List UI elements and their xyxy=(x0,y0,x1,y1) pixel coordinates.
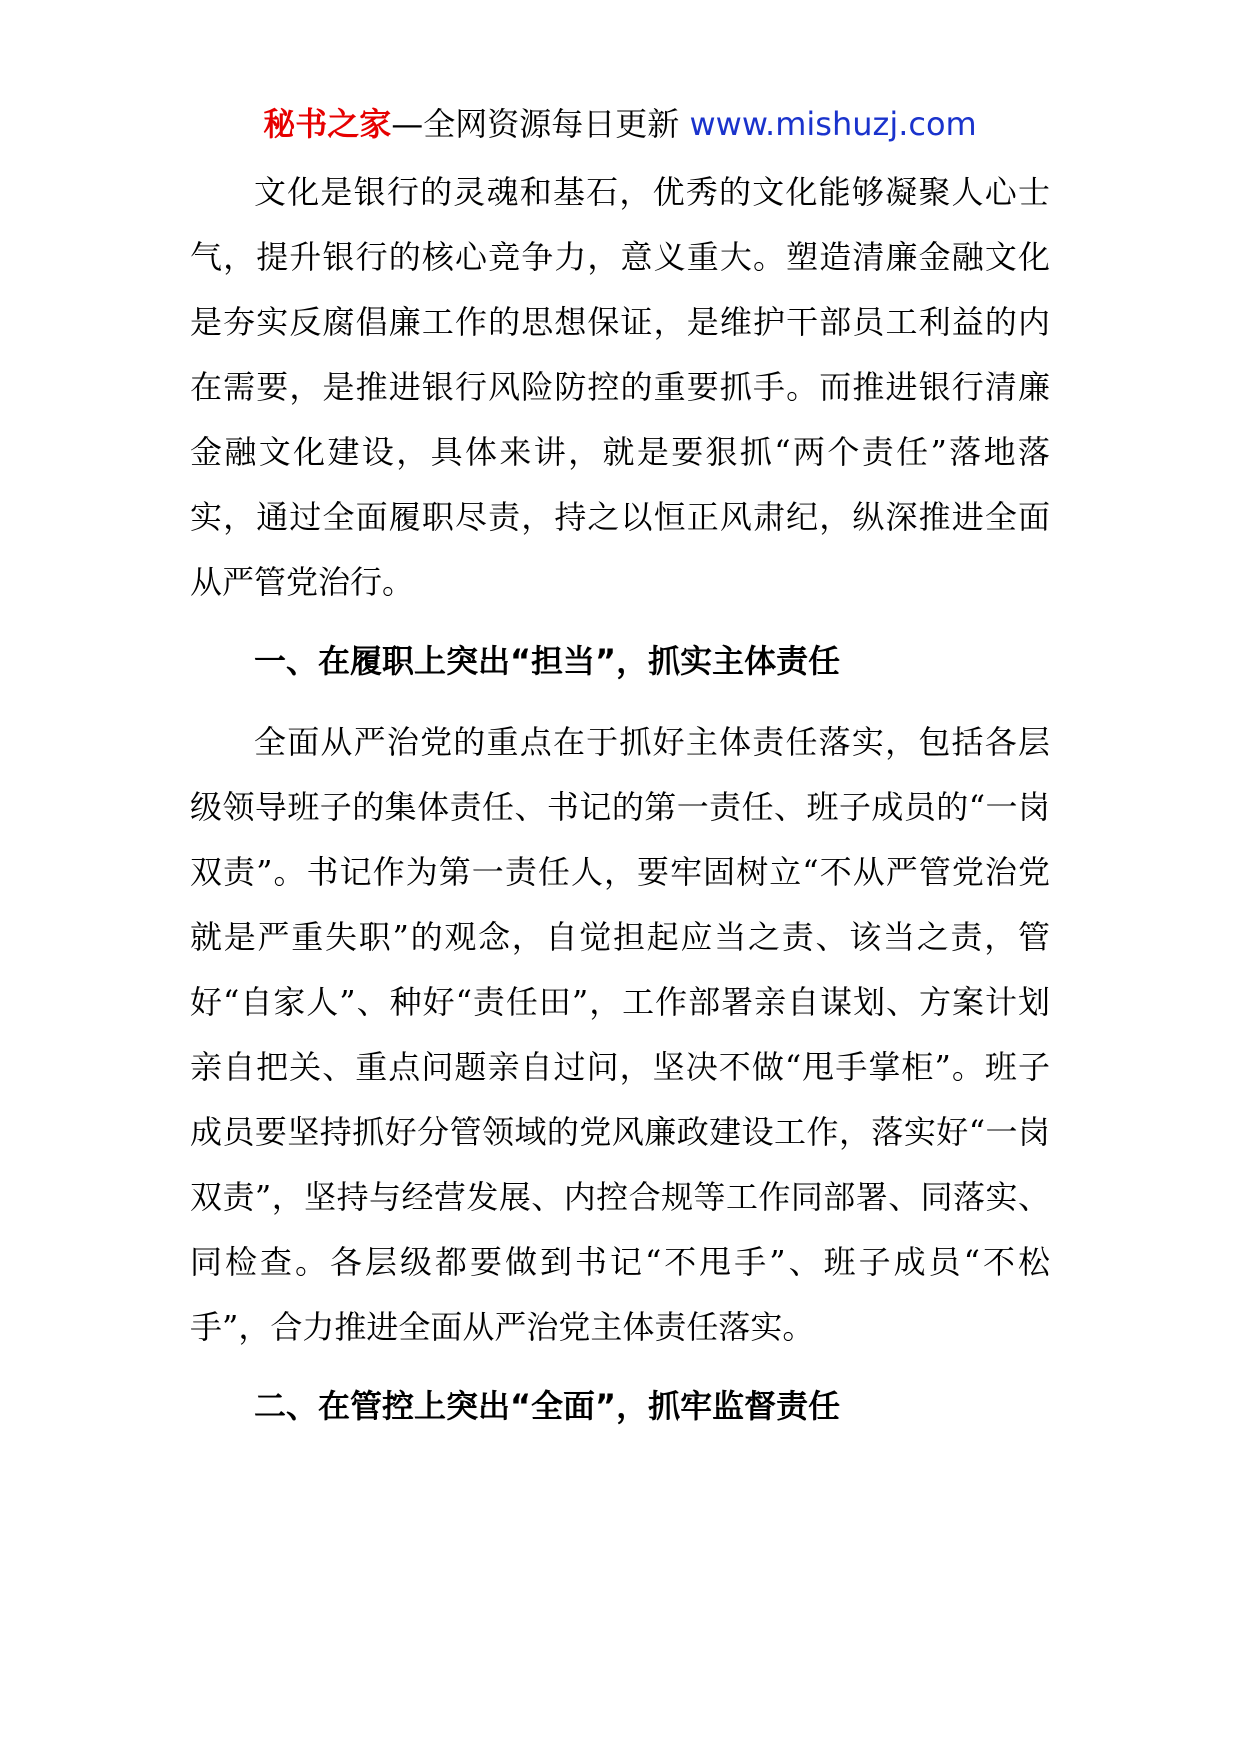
header-slogan: —全网资源每日更新 xyxy=(391,105,690,143)
section-heading-1: 一、在履职上突出“担当”，抓实主体责任 xyxy=(254,642,841,680)
site-header xyxy=(0,102,1240,146)
intro-paragraph: 文化是银行的灵魂和基石，优秀的文化能够凝聚人心士气，提升银行的核心竞争力，意义重大。塑造清廉金融文化是夯实反腐倡廉工作的思想保证，是维护干部员工利益的内在需要，是推进银行风险防控的重要抓手。而推进银行清廉金融文化建设，具体来讲，就是要狠抓“两个责任”落地落实，通过全面履职尽责，持之以恒正风肃纪，纵深推进全面从严管党治行。 xyxy=(190,173,1050,601)
brand-name: 秘书之家 xyxy=(263,105,392,143)
section-1-paragraph: 全面从严治党的重点在于抓好主体责任落实，包括各层级领导班子的集体责任、书记的第一责任、班子成员的“一岗双责”。书记作为第一责任人，要牢固树立“不从严管党治党就是严重失职”的观念，自觉担起应当之责、该当之责，管好“自家人”、种好“责任田”，工作部署亲自谋划、方案计划亲自把关、重点问题亲自过问，坚决不做“甩手掌柜”。班子成员要坚持抓好分管领域的党风廉政建设工作，落实好“一岗双责”，坚持与经营发展、内控合规等工作同部署、同落实、同检查。各层级都要做到书记“不甩手”、班子成员“不松手”，合力推进全面从严治党主体责任落实。 xyxy=(190,723,1050,1346)
section-heading-2: 二、在管控上突出“全面”，抓牢监督责任 xyxy=(254,1387,841,1425)
document-body xyxy=(190,160,1050,1455)
website-link[interactable]: www.mishuzj.com xyxy=(689,105,977,143)
